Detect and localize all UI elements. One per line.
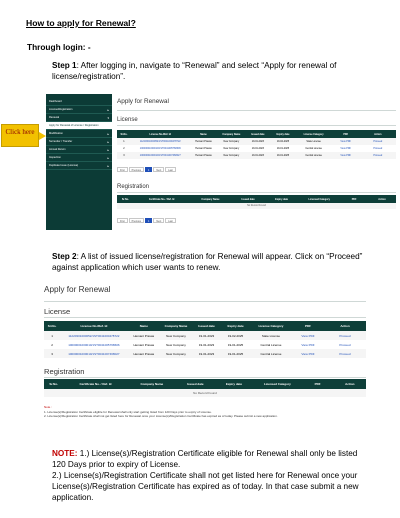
column-header: Sr.No.: [121, 197, 129, 201]
column-header: License No./Ref. Id: [149, 132, 171, 136]
sidebar-item-label: Apply for Renewal of License / Registration: [49, 124, 99, 127]
table-cell: Hemant Pravas: [133, 351, 155, 356]
page-title: How to apply for Renewal?: [26, 18, 136, 28]
sidebar-item-label: Inspection: [49, 156, 61, 159]
table-cell: Hemant Pravas: [195, 147, 212, 150]
pagination-button[interactable]: Last: [165, 167, 176, 172]
sidebar-item[interactable]: [46, 138, 112, 146]
sidebar-item-label: Surrender / Transfer: [49, 140, 73, 143]
table-cell: 19-01-2025: [276, 147, 290, 150]
column-header: Expiry date: [227, 324, 244, 328]
table-row: [44, 340, 366, 349]
pagination-button[interactable]: Previous: [129, 218, 144, 223]
pagination-button[interactable]: Next: [153, 218, 164, 223]
table-cell: 19-01-2023: [198, 351, 215, 356]
table-row: [117, 152, 396, 159]
table-cell: 3: [123, 154, 125, 157]
screen1-registration-pagination: [117, 218, 176, 223]
license-number-link[interactable]: 10000001000010/1ST0041005768606: [68, 342, 120, 347]
sidebar-item-label: Annual Return: [49, 148, 66, 151]
callout-arrow-icon: [39, 132, 46, 140]
screen2-heading: Apply for Renewal: [44, 285, 111, 294]
step2-paragraph: [52, 251, 382, 273]
proceed-link[interactable]: Proceed: [339, 342, 351, 347]
screenshot-renewal-list: [40, 281, 370, 431]
sidebar-item-label: License/Registration: [49, 108, 73, 111]
chevron-icon: ▾: [107, 116, 109, 120]
table-row: [117, 145, 396, 152]
column-header: Company Name: [201, 197, 220, 201]
column-header: Sr.No.: [49, 382, 58, 386]
screen1-registration-heading: Registration: [117, 184, 150, 190]
sidebar-item-label: Renewal: [49, 116, 60, 119]
screen2-note-1: 1. License(s)/Registration Certificate eligible for Renewal shall only start getting listed from 120 Days prior to expiry of License.: [44, 409, 212, 414]
table-cell: Central License: [260, 342, 282, 347]
note-line2: 2.) License(s)/Registration Certificate shall not get listed here for Renewal once your License(s)/Registration Certificate has expired as of today. In that case submit a new application.: [52, 471, 359, 502]
screen1-heading: Apply for Renewal: [117, 98, 169, 105]
column-header: Action: [374, 132, 382, 136]
table-cell: State License: [261, 333, 281, 338]
screen2-notes: [44, 405, 366, 419]
note-line1: 1.) License(s)/Registration Certificate eligible for Renewal shall only be listed 120 Days prior to expiry of License.: [52, 449, 358, 469]
divider: [117, 110, 396, 111]
table-cell: New Company: [223, 140, 240, 143]
screen2-license-table: [44, 321, 366, 358]
screen1-pagination: [117, 167, 176, 172]
table-cell: 19-01-2023: [251, 147, 264, 150]
sidebar-item[interactable]: [46, 130, 112, 138]
pagination-button[interactable]: Next: [153, 167, 164, 172]
proceed-link[interactable]: Proceed: [373, 140, 383, 143]
table-row: [44, 331, 366, 340]
screen2-registration-heading: Registration: [44, 367, 85, 376]
divider: [117, 192, 396, 193]
divider: [44, 377, 366, 378]
column-header: Licensed Category: [263, 382, 291, 386]
chevron-icon: ▸: [107, 132, 109, 136]
screen1-license-table: [117, 130, 396, 159]
step1-text: : After logging in, navigate to “Renewal” and select “Apply for renewal of license/registration”.: [52, 61, 337, 81]
click-here-callout: [1, 124, 39, 147]
table-cell: 19-02-2025: [227, 333, 244, 338]
sidebar-item-label: Modification: [49, 132, 63, 135]
table-cell: 19-01-2023: [198, 342, 215, 347]
table-cell: Hemant Pravas: [133, 342, 155, 347]
column-header: PDF: [304, 324, 311, 328]
column-header: Action: [340, 324, 350, 328]
column-header: Name: [139, 324, 148, 328]
column-header: Certificate No. / Ref. Id: [148, 197, 175, 201]
sidebar-item[interactable]: [46, 98, 112, 106]
click-here-label: Click here: [5, 128, 35, 136]
view-pdf-link[interactable]: View PDF: [301, 342, 315, 347]
license-number-link[interactable]: 10000001000010/1ST0041005768606: [139, 147, 181, 150]
table-cell: 19-01-2025: [276, 154, 290, 157]
column-header: Expiry date: [225, 382, 243, 386]
column-header: Certificate No. / Ref. Id: [79, 382, 112, 386]
proceed-link[interactable]: Proceed: [339, 351, 351, 356]
chevron-icon: ▸: [107, 156, 109, 160]
sidebar-item[interactable]: [46, 162, 112, 170]
table-cell: New Company: [166, 333, 186, 338]
proceed-link[interactable]: Proceed: [339, 333, 351, 338]
column-header: Issued date: [241, 197, 255, 201]
column-header: Issued date: [198, 324, 215, 328]
table-cell: 3: [51, 351, 53, 356]
chevron-icon: ▸: [107, 140, 109, 144]
table-cell: 19-01-2025: [227, 351, 244, 356]
view-pdf-link[interactable]: View PDF: [340, 147, 352, 150]
chevron-icon: ▸: [107, 164, 109, 168]
sidebar-item-label: Duplicate Issue (License): [49, 164, 79, 167]
column-header: Company Name: [222, 132, 241, 136]
table-row: [117, 138, 396, 145]
screen2-registration-table: [44, 379, 366, 397]
table-cell: Central License: [305, 147, 322, 150]
sidebar-item[interactable]: [46, 106, 112, 114]
screen1-license-heading: License: [117, 117, 138, 123]
table-header-row: [44, 379, 366, 389]
column-header: Company Name: [140, 382, 164, 386]
table-cell: 19-01-2025: [227, 342, 244, 347]
table-header-row: [117, 195, 396, 203]
sidebar-item-label: Dashboard: [49, 100, 62, 103]
license-number-link[interactable]: 10000001000010/1ST0041007468027: [68, 351, 120, 356]
pagination-button[interactable]: First: [117, 218, 128, 223]
sidebar-item[interactable]: [46, 154, 112, 162]
pagination-button[interactable]: 1: [145, 218, 152, 223]
column-header: Action: [378, 197, 386, 201]
pagination-button[interactable]: 1: [145, 167, 152, 172]
no-record-row: No Record Found: [44, 389, 366, 397]
divider: [117, 125, 396, 126]
table-cell: Hemant Pravas: [195, 154, 212, 157]
step1-paragraph: [52, 60, 382, 82]
pagination-button[interactable]: Last: [165, 218, 176, 223]
sidebar: [46, 94, 112, 230]
table-cell: 19-01-2023: [198, 333, 215, 338]
table-cell: 1: [51, 333, 53, 338]
column-header: License Category: [303, 132, 324, 136]
table-cell: Hemant Pravas: [133, 333, 155, 338]
sidebar-item[interactable]: [46, 114, 112, 122]
column-header: PDF: [314, 382, 321, 386]
column-header: License Category: [258, 324, 284, 328]
step1-label: Step 1: [52, 61, 77, 70]
chevron-icon: ▸: [107, 108, 109, 112]
license-number-link[interactable]: 11220301000052/1ST0041000478722: [68, 333, 120, 338]
table-cell: 19-01-2023: [251, 154, 264, 157]
step2-text-a: : A list of issued license/registration for Renewal: [76, 252, 252, 261]
column-header: Expiry date: [276, 132, 290, 136]
view-pdf-link[interactable]: View PDF: [340, 140, 352, 143]
column-header: Sr.No.: [120, 132, 128, 136]
column-header: PDF: [351, 197, 357, 201]
column-header: Issued date: [251, 132, 265, 136]
table-row: [44, 349, 366, 358]
sidebar-item[interactable]: [46, 122, 112, 130]
proceed-link[interactable]: Proceed: [373, 147, 383, 150]
step2-label: Step 2: [52, 252, 77, 261]
view-pdf-link[interactable]: View PDF: [301, 333, 315, 338]
screen1-registration-table: [117, 195, 396, 209]
pagination-button[interactable]: First: [117, 167, 128, 172]
table-cell: 2: [51, 342, 53, 347]
table-header-row: [44, 321, 366, 331]
license-number-link[interactable]: 10000001000010/1ST0041007468027: [139, 154, 181, 157]
column-header: Company Name: [164, 324, 188, 328]
divider: [44, 301, 366, 302]
table-cell: Central License: [305, 154, 322, 157]
table-cell: New Company: [166, 351, 186, 356]
table-cell: New Company: [223, 154, 240, 157]
column-header: Licensed Category: [308, 197, 330, 201]
view-pdf-link[interactable]: View PDF: [340, 154, 352, 157]
table-header-row: [117, 130, 396, 138]
table-cell: Hemant Pravas: [195, 140, 212, 143]
column-header: Action: [345, 382, 355, 386]
note-block: [52, 448, 370, 503]
sidebar-item[interactable]: [46, 146, 112, 154]
column-header: Sr.No.: [47, 324, 57, 328]
screen2-license-heading: License: [44, 307, 71, 316]
no-record-row: No Record Found: [117, 203, 396, 209]
license-number-link[interactable]: 11220301000052/1ST0041000478722: [139, 140, 181, 143]
column-header: License No./Ref. Id: [80, 324, 108, 328]
column-header: Name: [200, 132, 207, 136]
table-cell: Central License: [260, 351, 282, 356]
column-header: PDF: [343, 132, 349, 136]
page-subtitle: Through login: -: [27, 42, 91, 52]
chevron-icon: ▸: [107, 148, 109, 152]
column-header: Issued date: [187, 382, 204, 386]
screen2-note-2: 2. License(s)/Registration Certificate shall not get listed here for Renewal once your License(s)/Registration Certificate has expired as of today. Please submit a new application.: [44, 414, 278, 419]
table-cell: New Company: [223, 147, 240, 150]
table-cell: 1: [123, 140, 125, 143]
divider: [44, 317, 366, 318]
table-cell: 2: [123, 147, 125, 150]
view-pdf-link[interactable]: View PDF: [301, 351, 315, 356]
pagination-button[interactable]: Previous: [129, 167, 144, 172]
step2-text-b: will appear. Click on “Proceed” against application which user wants to renew.: [52, 252, 363, 272]
screen2-notes-heading: Note :: [44, 405, 53, 409]
proceed-link[interactable]: Proceed: [373, 154, 383, 157]
table-cell: State License: [306, 140, 321, 143]
note-label: NOTE:: [52, 449, 78, 458]
column-header: Expiry date: [275, 197, 289, 201]
table-cell: 19-02-2025: [276, 140, 290, 143]
table-cell: New Company: [166, 342, 186, 347]
table-cell: 19-01-2023: [251, 140, 264, 143]
screenshot-apply-renewal-menu: [46, 94, 398, 230]
